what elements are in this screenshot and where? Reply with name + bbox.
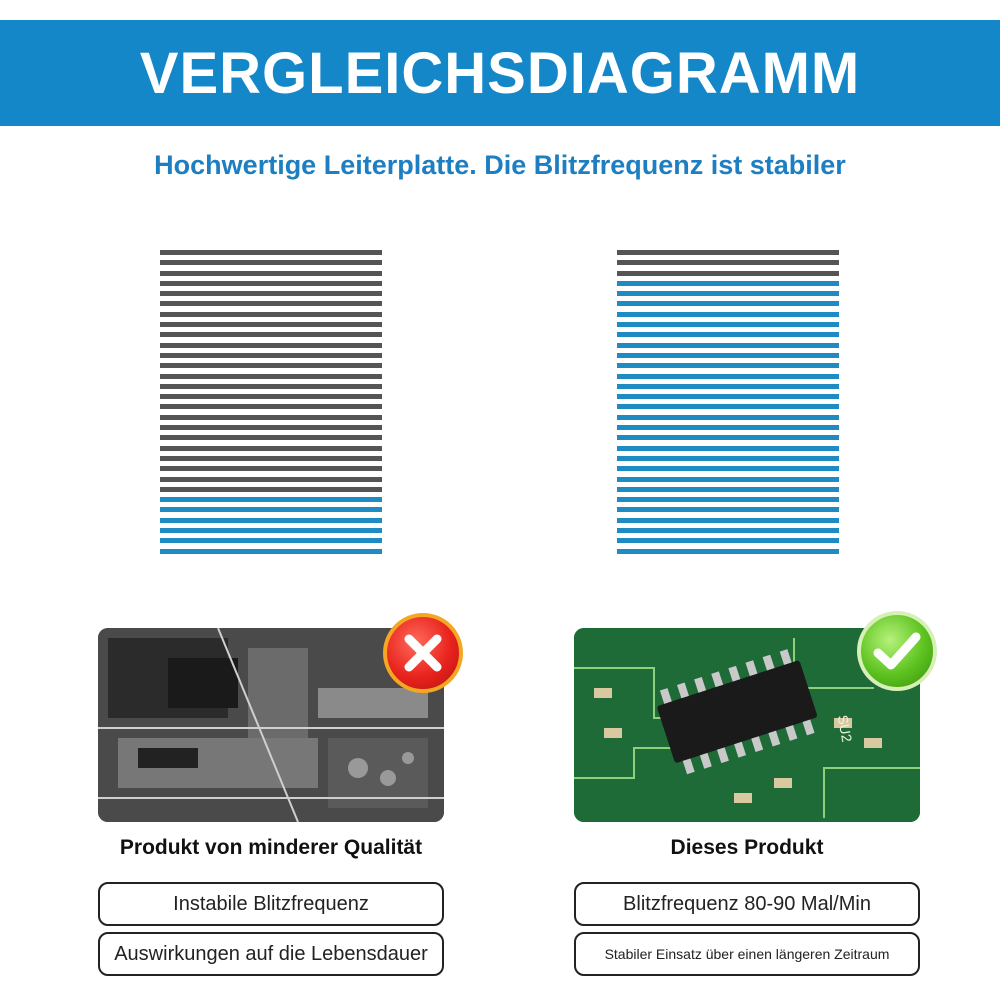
flash-line-stable: [617, 291, 839, 296]
flash-line-stable: [160, 528, 382, 533]
flash-line-unstable: [160, 260, 382, 265]
flash-line-stable: [617, 374, 839, 379]
flash-line-unstable: [160, 374, 382, 379]
flash-line-stable: [617, 332, 839, 337]
flash-line-stable: [617, 394, 839, 399]
flash-line-stable: [617, 415, 839, 420]
flash-lines-right: [617, 250, 839, 559]
flash-line-stable: [617, 343, 839, 348]
cross-icon: [383, 613, 463, 693]
flash-line-unstable: [617, 250, 839, 255]
flash-line-unstable: [160, 466, 382, 471]
inferior-feature-2: Auswirkungen auf die Lebensdauer: [98, 932, 444, 976]
flash-line-unstable: [160, 312, 382, 317]
flash-line-unstable: [160, 271, 382, 276]
flash-line-stable: [160, 538, 382, 543]
flash-line-unstable: [617, 271, 839, 276]
flash-line-stable: [617, 353, 839, 358]
flash-line-stable: [617, 281, 839, 286]
check-icon: [857, 611, 937, 691]
flash-line-stable: [617, 435, 839, 440]
flash-line-unstable: [160, 291, 382, 296]
flash-line-unstable: [160, 425, 382, 430]
flash-line-unstable: [160, 301, 382, 306]
flash-line-stable: [617, 477, 839, 482]
flash-line-stable: [617, 466, 839, 471]
flash-line-stable: [617, 507, 839, 512]
flash-line-stable: [617, 528, 839, 533]
flash-line-unstable: [160, 404, 382, 409]
flash-line-unstable: [160, 446, 382, 451]
flash-line-stable: [160, 549, 382, 554]
flash-line-stable: [617, 456, 839, 461]
flash-line-stable: [617, 322, 839, 327]
this-product-caption: Dieses Produkt: [670, 836, 824, 859]
flash-line-unstable: [160, 332, 382, 337]
flash-line-unstable: [160, 487, 382, 492]
flash-line-unstable: [160, 343, 382, 348]
flash-line-stable: [617, 549, 839, 554]
flash-line-stable: [617, 363, 839, 368]
flash-line-unstable: [160, 363, 382, 368]
flash-line-stable: [617, 384, 839, 389]
flash-line-unstable: [160, 435, 382, 440]
header-banner: [0, 20, 1000, 126]
flash-line-unstable: [160, 250, 382, 255]
flash-line-unstable: [160, 477, 382, 482]
flash-line-stable: [160, 507, 382, 512]
flash-line-unstable: [160, 384, 382, 389]
flash-line-stable: [617, 497, 839, 502]
flash-line-stable: [617, 538, 839, 543]
flash-line-stable: [617, 312, 839, 317]
product-feature-2: Stabiler Einsatz über einen längeren Zeitraum: [574, 932, 920, 976]
flash-line-stable: [617, 446, 839, 451]
flash-line-unstable: [160, 322, 382, 327]
inferior-feature-1: Instabile Blitzfrequenz: [98, 882, 444, 926]
flash-line-unstable: [160, 456, 382, 461]
flash-line-unstable: [160, 281, 382, 286]
flash-line-unstable: [160, 353, 382, 358]
flash-line-stable: [617, 518, 839, 523]
flash-line-unstable: [617, 260, 839, 265]
flash-line-stable: [617, 404, 839, 409]
product-feature-1: Blitzfrequenz 80-90 Mal/Min: [574, 882, 920, 926]
inferior-product-caption: Produkt von minderer Qualität: [119, 836, 423, 859]
flash-line-unstable: [160, 394, 382, 399]
flash-line-stable: [160, 518, 382, 523]
flash-line-unstable: [160, 415, 382, 420]
subtitle: Hochwertige Leiterplatte. Die Blitzfrequenz ist stabiler: [154, 150, 846, 180]
chip-label: SU2: [834, 713, 856, 744]
page-title: VERGLEICHSDIAGRAMM: [139, 40, 861, 106]
flash-lines-left: [160, 250, 382, 559]
flash-line-stable: [617, 301, 839, 306]
flash-line-stable: [617, 487, 839, 492]
flash-line-stable: [617, 425, 839, 430]
flash-line-stable: [160, 497, 382, 502]
